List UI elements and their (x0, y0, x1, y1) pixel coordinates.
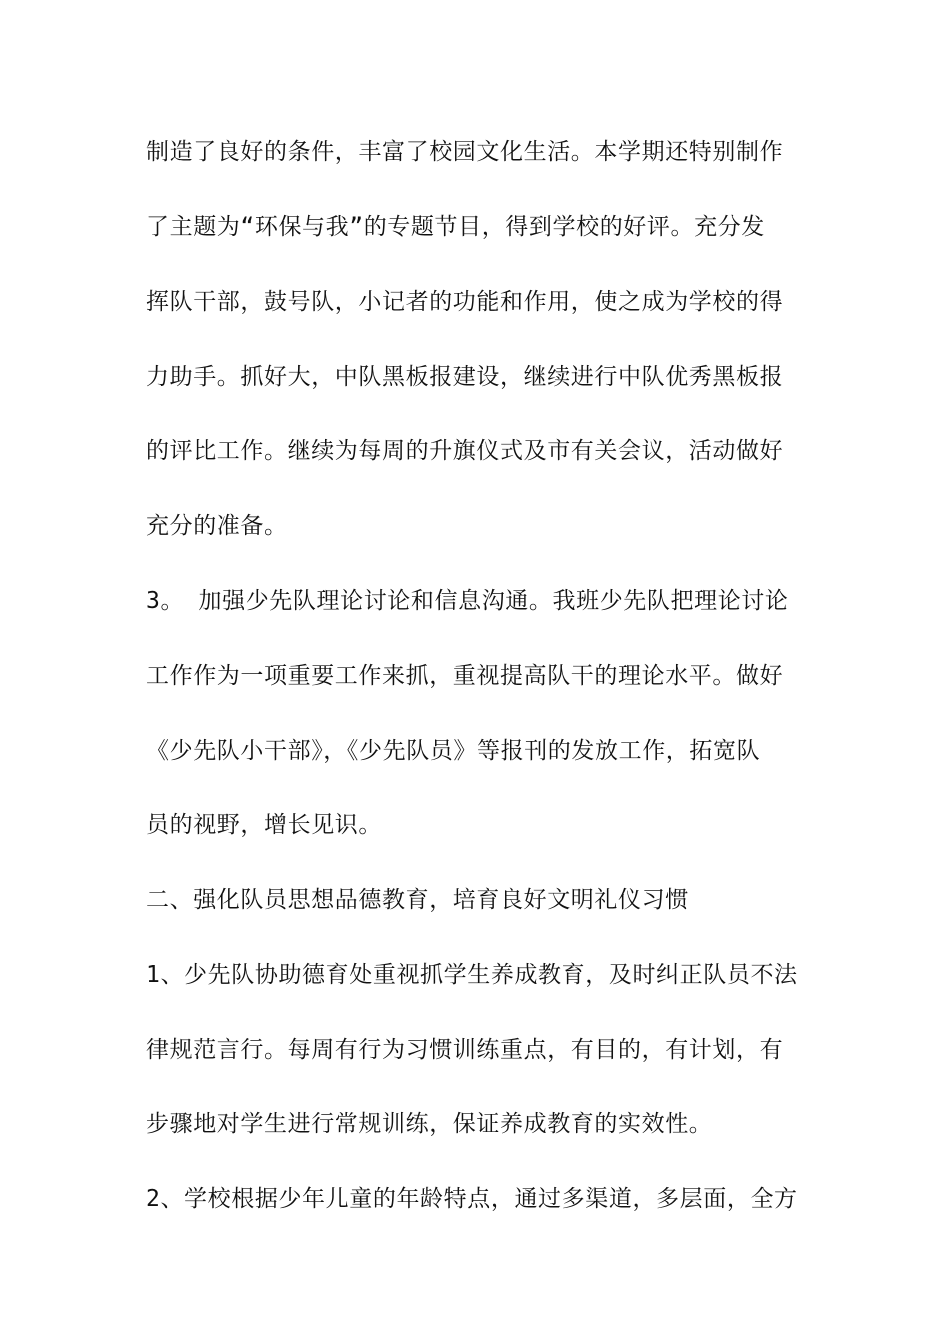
text-line: 的评比工作。继续为每周的升旗仪式及市有关会议，活动做好 (146, 438, 784, 464)
text-line: 充分的准备。 (146, 513, 288, 539)
text-line: 员的视野，增长见识。 (146, 812, 382, 838)
text-line: 了主题为“环保与我”的专题节目，得到学校的好评。充分发 (146, 214, 765, 240)
text-line: 律规范言行。每周有行为习惯训练重点，有目的，有计划，有 (146, 1037, 784, 1063)
text-line: 《少先队小干部》，《少先队员》等报刊的发放工作，拓宽队 (146, 738, 761, 764)
section-heading: 二、强化队员思想品德教育，培育良好文明礼仪习惯 (146, 887, 689, 913)
text-line: 步骤地对学生进行常规训练，保证养成教育的实效性。 (146, 1111, 713, 1137)
text-line: 3。 加强少先队理论讨论和信息沟通。我班少先队把理论讨论 (146, 588, 789, 614)
text-line: 2、学校根据少年儿童的年龄特点，通过多渠道，多层面，全方 (146, 1186, 798, 1212)
text-line: 工作作为一项重要工作来抓，重视提高队干的理论水平。做好 (146, 663, 784, 689)
text-line: 制造了良好的条件，丰富了校园文化生活。本学期还特别制作 (146, 139, 784, 165)
text-line: 挥队干部，鼓号队，小记者的功能和作用，使之成为学校的得 (146, 289, 784, 315)
text-line: 力助手。抓好大，中队黑板报建设，继续进行中队优秀黑板报 (146, 364, 784, 390)
text-line: 1、少先队协助德育处重视抓学生养成教育，及时纠正队员不法 (146, 962, 798, 988)
